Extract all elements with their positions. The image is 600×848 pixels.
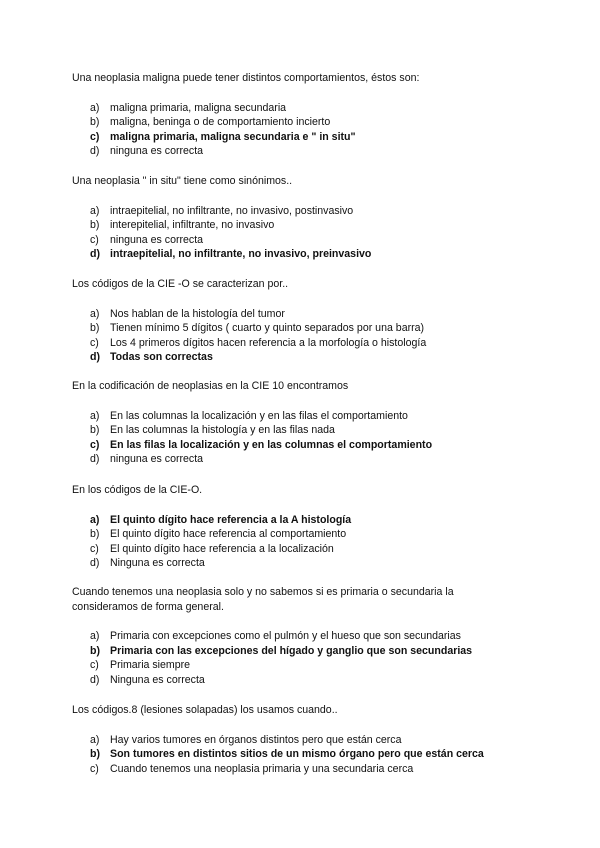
option-d-correct	[72, 247, 532, 262]
question-text: En la codificación de neoplasias en la CIE 10 encontramos	[72, 380, 349, 392]
option-text: Primaria siempre	[110, 659, 191, 671]
options-list	[72, 409, 532, 467]
option-letter: b)	[90, 116, 100, 128]
option-letter: c)	[90, 762, 99, 775]
option-a	[72, 409, 532, 424]
option-text: ninguna es correcta	[110, 453, 204, 465]
question-text: Los códigos.8 (lesiones solapadas) los usamos cuando..	[72, 704, 338, 716]
option-text: intraepitelial, no infiltrante, no invasivo, postinvasivo	[110, 204, 354, 217]
option-c	[72, 542, 532, 557]
option-text: El quinto dígito hace referencia a la A histología	[110, 513, 352, 526]
question-text: Los códigos de la CIE -O se caracterizan por..	[72, 278, 289, 290]
option-b	[72, 218, 532, 233]
option-letter: b)	[90, 528, 100, 540]
question-3	[72, 277, 532, 365]
option-text: maligna, beninga o de comportamiento incierto	[110, 116, 331, 128]
question-5	[72, 483, 532, 571]
option-d	[72, 673, 542, 688]
option-text: maligna primaria, maligna secundaria	[110, 101, 287, 114]
option-letter: d)	[90, 351, 100, 363]
option-c-correct	[72, 438, 532, 453]
option-text: ninguna es correcta	[110, 233, 204, 246]
option-b	[72, 321, 532, 336]
question-text: Una neoplasia maligna puede tener distintos comportamientos, éstos son:	[72, 72, 420, 84]
question-7	[72, 703, 542, 776]
option-text: En las filas la localización y en las columnas el comportamiento	[110, 438, 433, 451]
option-a	[72, 629, 542, 644]
option-text: Los 4 primeros dígitos hacen referencia a la morfología o histología	[110, 336, 427, 349]
option-letter: d)	[90, 557, 100, 569]
option-c	[72, 336, 532, 351]
option-text: Primaria con las excepciones del hígado y ganglio que son secundarias	[110, 644, 473, 657]
option-a	[72, 307, 532, 322]
question-4	[72, 379, 532, 467]
option-text: Hay varios tumores en órganos distintos pero que están cerca	[110, 733, 402, 746]
option-letter: c)	[90, 233, 99, 246]
option-text: intraepitelial, no infiltrante, no invasivo, preinvasivo	[110, 248, 372, 260]
option-text: maligna primaria, maligna secundaria e " in situ"	[110, 130, 356, 143]
option-c	[72, 762, 542, 777]
option-letter: c)	[90, 130, 100, 143]
option-text: interepitelial, infiltrante, no invasivo	[110, 219, 275, 231]
option-text: Ninguna es correcta	[110, 673, 205, 686]
option-d	[72, 556, 532, 571]
option-text: Tienen mínimo 5 dígitos ( cuarto y quinto separados por una barra)	[110, 322, 425, 334]
question-text: Cuando tenemos una neoplasia solo y no sabemos si es primaria o secundaria la consideramos de forma general.	[72, 586, 454, 613]
option-text: Ninguna es correcta	[110, 557, 205, 569]
option-letter: b)	[90, 748, 100, 760]
option-letter: d)	[90, 673, 100, 686]
option-letter: b)	[90, 424, 100, 436]
option-letter: b)	[90, 644, 100, 657]
option-letter: a)	[90, 733, 100, 746]
options-list	[72, 629, 542, 687]
question-1	[72, 71, 532, 159]
option-d	[72, 452, 532, 467]
question-2	[72, 174, 532, 262]
question-text: Una neoplasia " in situ" tiene como sinónimos..	[72, 175, 293, 187]
option-text: Primaria con excepciones como el pulmón y el hueso que son secundarias	[110, 630, 461, 642]
options-list	[72, 513, 532, 571]
option-letter: c)	[90, 542, 99, 555]
option-letter: a)	[90, 307, 100, 320]
option-letter: a)	[90, 513, 100, 526]
option-text: ninguna es correcta	[110, 145, 204, 157]
option-text: Nos hablan de la histología del tumor	[110, 307, 285, 320]
option-a	[72, 101, 532, 116]
options-list	[72, 204, 532, 262]
option-c	[72, 658, 542, 673]
option-letter: d)	[90, 453, 100, 465]
option-c-correct	[72, 130, 532, 145]
option-letter: d)	[90, 145, 100, 157]
option-c	[72, 233, 532, 248]
option-letter: b)	[90, 219, 100, 231]
option-text: El quinto dígito hace referencia al comportamiento	[110, 528, 347, 540]
option-text: El quinto dígito hace referencia a la localización	[110, 542, 334, 555]
option-text: Todas son correctas	[110, 351, 213, 363]
option-d	[72, 144, 532, 159]
options-list	[72, 101, 532, 159]
option-text: En las columnas la histología y en las filas nada	[110, 424, 335, 436]
option-letter: a)	[90, 101, 100, 114]
option-letter: c)	[90, 659, 99, 671]
option-text: Cuando tenemos una neoplasia primaria y una secundaria cerca	[110, 762, 414, 775]
option-letter: b)	[90, 322, 100, 334]
option-b	[72, 115, 532, 130]
option-b	[72, 423, 532, 438]
option-a	[72, 204, 532, 219]
option-a	[72, 733, 542, 748]
option-letter: a)	[90, 409, 100, 422]
options-list	[72, 733, 542, 777]
options-list	[72, 307, 532, 365]
option-a-correct	[72, 513, 532, 528]
option-text: En las columnas la localización y en las filas el comportamiento	[110, 409, 408, 422]
option-letter: a)	[90, 630, 100, 642]
question-6	[72, 585, 492, 687]
option-text: Son tumores en distintos sitios de un mismo órgano pero que están cerca	[110, 748, 484, 760]
option-b	[72, 527, 532, 542]
option-b-correct	[72, 644, 542, 659]
option-letter: c)	[90, 336, 99, 349]
option-b-correct	[72, 747, 542, 762]
option-letter: c)	[90, 438, 100, 451]
option-letter: d)	[90, 248, 100, 260]
option-d-correct	[72, 350, 532, 365]
option-letter: a)	[90, 204, 100, 217]
question-text: En los códigos de la CIE-O.	[72, 484, 203, 496]
